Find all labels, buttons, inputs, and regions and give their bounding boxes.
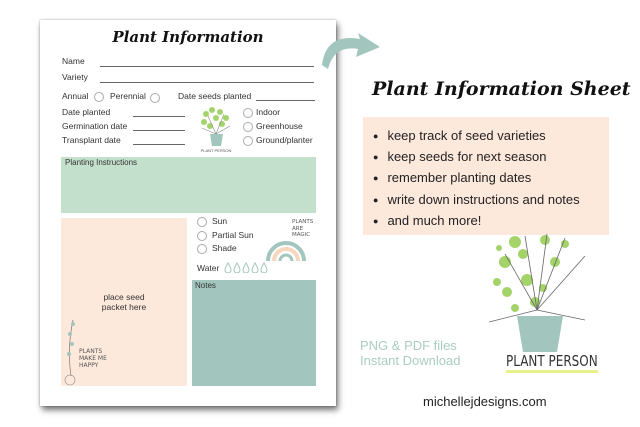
annual-label: Annual [62,91,89,101]
name-label: Name [62,56,85,66]
variety-label: Variety [62,72,88,82]
notes-label: Notes [195,281,216,290]
sheet-title: Plant Information [112,28,264,46]
ground-radio[interactable] [243,136,253,146]
promo-title: Plant Information Sheet [372,78,631,100]
germination-label: Germination date [62,121,128,131]
perennial-label: Perennial [110,91,146,101]
small-plant-icon [196,104,236,148]
sun-label: Sun [212,216,228,226]
feature-bullet: ● write down instructions and notes [373,190,580,211]
feature-bullet: ● keep track of seed varieties [373,126,580,147]
plants-make-me-happy-text: PLANTS MAKE ME HAPPY [79,348,107,369]
greenhouse-label: Greenhouse [256,121,303,131]
files-line2: Instant Download [360,353,461,368]
files-line1: PNG & PDF files [360,338,457,353]
vine-icon [61,318,81,386]
germination-field[interactable] [133,130,185,131]
variety-field[interactable] [100,82,314,83]
planting-instructions-label: Planting Instructions [65,158,138,167]
file-info [360,338,460,368]
date-seeds-field[interactable] [256,100,315,101]
seed-packet-text [61,292,187,312]
website-link[interactable]: michellejdesigns.com [423,394,547,409]
water-drop-icon[interactable] [233,262,241,273]
curved-arrow-icon [318,25,388,75]
features-list [373,126,580,232]
name-field[interactable] [100,66,314,67]
shade-radio[interactable] [197,244,207,254]
water-drop-icon[interactable] [242,262,250,273]
seed-packet-line2: packet here [101,302,147,312]
notes-box[interactable] [192,280,316,386]
plants-are-magic-text: PLANTS ARE MAGIC [292,219,314,238]
partial-sun-label: Partial Sun [212,230,254,240]
transplant-label: Transplant date [62,135,121,145]
features-box [363,117,609,235]
greenhouse-radio[interactable] [243,122,253,132]
water-drop-icon[interactable] [251,262,259,273]
seed-packet-box [61,218,187,386]
planting-instructions-box[interactable] [61,157,316,213]
partial-sun-radio[interactable] [197,231,207,241]
water-drop-icon[interactable] [224,262,232,273]
plant-person-illustration [485,232,605,352]
seed-packet-line1: place seed [103,292,145,302]
ground-label: Ground/planter [256,135,313,145]
date-planted-field[interactable] [133,116,185,117]
indoor-label: Indoor [256,107,281,117]
feature-bullet: ● keep seeds for next season [373,147,580,168]
transplant-field[interactable] [133,144,185,145]
sun-radio[interactable] [197,217,207,227]
annual-radio[interactable] [94,92,104,102]
plant-person-text: PLANT PERSON [506,352,598,373]
indoor-radio[interactable] [243,108,253,118]
small-plant-person-text: PLANT PERSON [200,148,232,153]
shade-label: Shade [212,243,237,253]
date-planted-label: Date planted [62,107,111,117]
perennial-radio[interactable] [150,93,160,103]
water-label: Water [197,263,220,273]
feature-bullet: ● and much more! [373,211,580,232]
date-seeds-label: Date seeds planted [178,91,252,101]
feature-bullet: ● remember planting dates [373,168,580,189]
